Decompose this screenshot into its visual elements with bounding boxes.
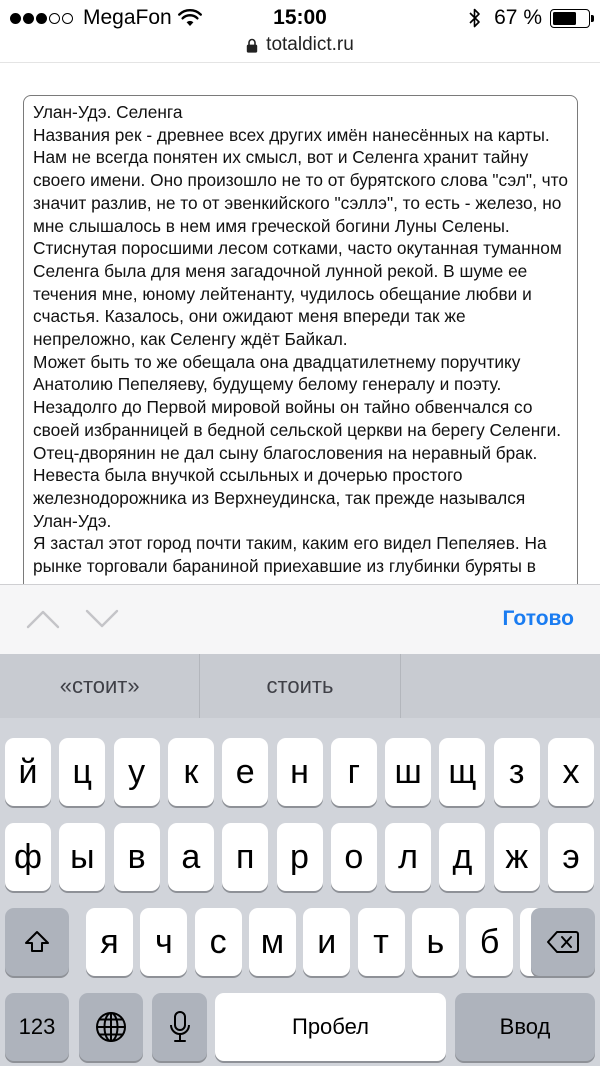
letter-key[interactable]: о: [331, 823, 377, 891]
shift-key[interactable]: [5, 908, 69, 976]
letter-key[interactable]: а: [168, 823, 214, 891]
suggestion-item[interactable]: стоить: [200, 654, 400, 718]
textarea-paragraph: Стиснутая поросшими лесом сотками, часто окутанная туманном Селенга была для меня загадочной лунной рекой. В шуме ее течения мне, юному лейтенанту, чудилось обещание любви и счастья. Казалось, они ожидают меня впереди так же непреложно, как Селенгу ждёт Байкал.: [33, 238, 562, 350]
letter-key[interactable]: м: [249, 908, 296, 976]
globe-key[interactable]: [79, 993, 143, 1061]
letter-key[interactable]: т: [358, 908, 405, 976]
web-page: [0, 62, 600, 584]
letter-key[interactable]: е: [222, 738, 268, 806]
space-key[interactable]: [215, 993, 446, 1061]
textarea-paragraph: Улан-Удэ. Селенга: [33, 102, 183, 122]
next-field-icon[interactable]: [84, 607, 120, 631]
numbers-key-label: 123: [18, 1014, 56, 1039]
letter-key[interactable]: д: [439, 823, 485, 891]
letter-key[interactable]: и: [303, 908, 350, 976]
dictation-textarea[interactable]: [23, 95, 578, 595]
url-text: totaldict.ru: [266, 34, 354, 55]
bluetooth-icon: [468, 7, 482, 29]
letter-key[interactable]: ы: [59, 823, 105, 891]
dictation-key[interactable]: [152, 993, 207, 1061]
textarea-paragraph: Названия рек - древнее всех других имён нанесённых на карты. Нам не всегда понятен их смысл, вот и Селенга хранит тайну своего имени. Оно произошло не то от бурятского слова "сэл", что значит разлив, не то от эвенкийского "сэллэ", то есть - железо, но мне слышалось в нем имя греческой богини Луны Селены.: [33, 124, 568, 236]
battery-icon: [550, 9, 590, 28]
battery-percent: 67 %: [494, 6, 542, 29]
status-right: [468, 6, 590, 30]
letter-key[interactable]: п: [222, 823, 268, 891]
suggestion-bar: [0, 654, 600, 718]
previous-field-icon[interactable]: [25, 607, 61, 631]
status-time: 15:00: [273, 6, 327, 29]
numbers-key[interactable]: [5, 993, 69, 1061]
letter-key[interactable]: у: [114, 738, 160, 806]
letter-key[interactable]: х: [548, 738, 594, 806]
battery-nub: [591, 15, 594, 22]
shift-icon: [24, 929, 50, 955]
letter-key[interactable]: ш: [385, 738, 431, 806]
suggestion-item[interactable]: «стоит»: [0, 654, 200, 718]
return-key[interactable]: [455, 993, 595, 1061]
battery-fill: [553, 12, 576, 25]
globe-icon: [94, 1010, 128, 1044]
space-key-label: Пробел: [292, 1014, 369, 1039]
return-key-label: Ввод: [499, 1014, 551, 1039]
letter-key[interactable]: ц: [59, 738, 105, 806]
letter-key[interactable]: ь: [412, 908, 459, 976]
letter-key[interactable]: г: [331, 738, 377, 806]
keyboard: [0, 654, 600, 1066]
letter-key[interactable]: б: [466, 908, 513, 976]
letter-key[interactable]: л: [385, 823, 431, 891]
letter-key[interactable]: щ: [439, 738, 485, 806]
letter-key[interactable]: р: [277, 823, 323, 891]
lock-icon: [246, 38, 258, 53]
letter-key[interactable]: й: [5, 738, 51, 806]
textarea-paragraph: Может быть то же обещала она двадцатилетнему поручтику Анатолию Пепеляеву, будущему белому генералу и поэту. Незадолго до Первой мировой войны он тайно обвенчался со своей избранницей в бедной сельской церкви на берегу Селенги. Отец-дворянин не дал сыну благословения на неравный брак. Невеста была внучкой ссыльных и дочерью простого железнодорожника из Верхнеудинска, так прежде назывался Улан-Удэ.: [33, 351, 562, 531]
letter-key[interactable]: к: [168, 738, 214, 806]
carrier-name: MegaFon: [83, 6, 172, 29]
textarea-paragraph: Я застал этот город почти таким, каким его видел Пепеляев. На рынке торговали бараниной приехавшие из глубинки буряты в: [33, 533, 547, 577]
suggestion-item[interactable]: [401, 654, 600, 718]
letter-key[interactable]: э: [548, 823, 594, 891]
letter-key[interactable]: ф: [5, 823, 51, 891]
microphone-icon: [169, 1010, 191, 1044]
letter-key[interactable]: с: [195, 908, 242, 976]
backspace-icon: [547, 930, 579, 954]
keyboard-accessory-bar: [0, 584, 600, 654]
letter-key[interactable]: я: [86, 908, 133, 976]
delete-key[interactable]: [531, 908, 595, 976]
letter-key[interactable]: з: [494, 738, 540, 806]
letter-key[interactable]: ч: [140, 908, 187, 976]
letter-key[interactable]: н: [277, 738, 323, 806]
address-bar[interactable]: [0, 30, 600, 60]
done-button[interactable]: Готово: [502, 607, 574, 630]
letter-key[interactable]: в: [114, 823, 160, 891]
letter-key[interactable]: ж: [494, 823, 540, 891]
